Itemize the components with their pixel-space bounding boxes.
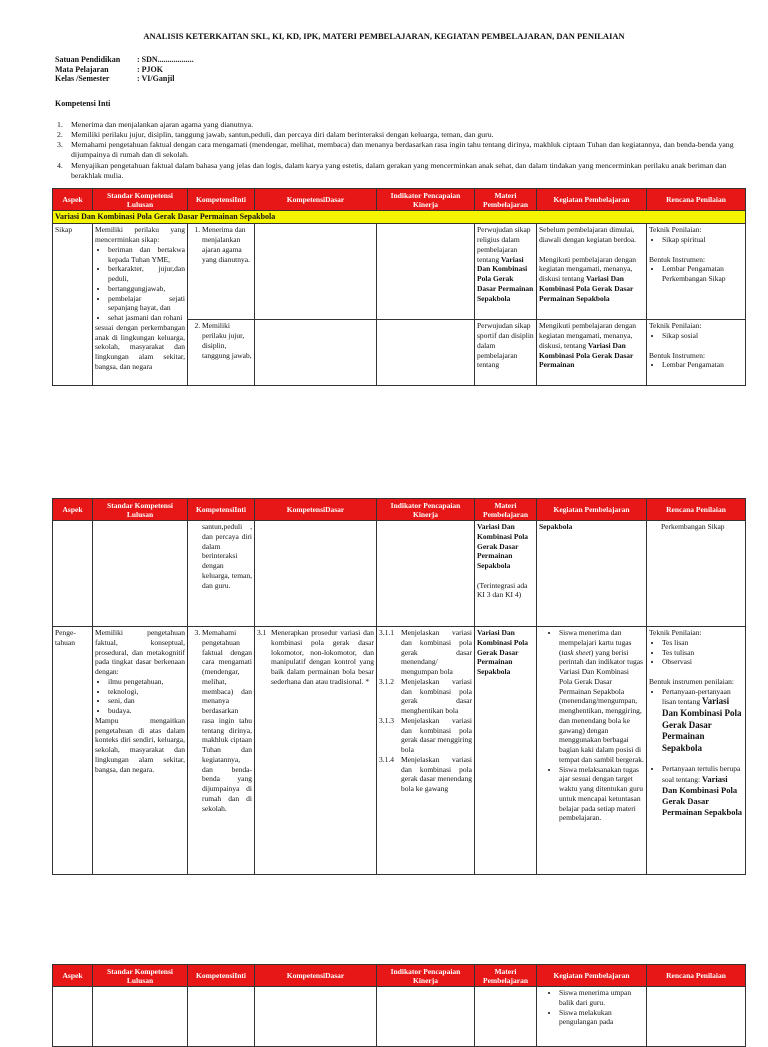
header-kegiatan: Kegiatan Pembelajaran [537,965,647,987]
identity-block: Satuan Pendidikan : SDN.................. Mata Pelajaran : PJOK Kelas /Semester : VI/Ganjil [55,55,194,83]
ki-item: 3. Memahami pengetahuan faktual dengan cara mengamati (mendengar, melihat, membaca) dan menanya berdasarkan rasa ingin tahu tentang dirinya, makhluk ciptaan Tuhan dan kegiatannya, dan benda-benda yang dijumpainya di rumah dan di sekolah. [57,140,734,160]
materi-cell [475,987,537,1047]
ki-item: 4. Menyajikan pengetahuan faktual dalam bahasa yang jelas dan logis, dalam karya yang estetis, dalam gerakan yang mencerminkan anak sehat, dan dalam tindakan yang mencerminkan perilaku anak beriman dan berakhlak mulia. [57,160,727,180]
ki-heading: Kompetensi Inti [55,99,111,108]
header-skl: Standar Kompetensi Lulusan [93,189,188,211]
kd-cell: 3.1 Menerapkan prosedur variasi dan kombinasi pola gerak dasar lokomotor, non-lokomotor, dan manipulatif dengan kontrol yang baik dalam permainan bola besar sederhana dan atau tradisional. * [255,627,377,875]
ki-list [55,120,745,181]
header-kegiatan: Kegiatan Pembelajaran [537,189,647,211]
penilaian-cell: Teknik Penilaian: • Sikap spiritual Bentuk Instrumen: • Lembar Pengamatan Perkembangan Sikap [647,224,746,320]
header-skl: Standar Kompetensi Lulusan [93,499,188,521]
ipk-cell [377,987,475,1047]
header-ipk: Indikator Pencapaian Kinerja [377,189,475,211]
kegiatan-cell: Sepakbola [537,521,647,627]
header-ipk: Indikator Pencapaian Kinerja [377,965,475,987]
penilaian-cell: Perkembangan Sikap [647,521,746,627]
materi-cell: Variasi Dan Kombinasi Pola Gerak Dasar Permainan Sepakbola (Terintegrasi ada KI 3 dan KI 4) [475,521,537,627]
header-penilaian: Rencana Penilaian [647,965,746,987]
ipk-cell: 3.1.1 Menjelaskan variasi dan kombinasi pola gerak dasar menendang/ mengumpan bola 3.1.2 Menjelaskan variasi dan kombinasi pola gerak dasar menghentikan bola 3.1.3 Menjelaskan variasi dan kombinasi pola gerak dasar menggiring bola 3.1.4 Menjelaskan variasi dan kombinasi pola gerak dasar menendang bola ke gawang [377,627,475,875]
kd-cell [255,987,377,1047]
header-kd: KompetensiDasar [255,965,377,987]
ki-cell: santun,peduli , dan percaya diri dalam berinteraksi dengan keluarga, teman, dan guru. [188,521,255,627]
header-kegiatan: Kegiatan Pembelajaran [537,499,647,521]
kd-cell [255,521,377,627]
penilaian-cell: Teknik Penilaian: • Tes lisan • Tes tulisan • Observasi Bentuk instrumen penilaian: • Pertanyaan-pertanyaan lisan tentang Variasi Dan Kombinasi Pola Gerak Dasar Permainan Sepakbola • Pertanyaan tertulis berupa soal tentang: Variasi Dan Kombinasi Pola Gerak Dasar Permainan Sepakbola [647,627,746,875]
aspek-cell: Penge-tahuan [53,627,93,875]
header-aspek: Aspek [53,189,93,211]
header-ipk: Indikator Pencapaian Kinerja [377,499,475,521]
ipk-cell [377,224,475,320]
ki-cell [188,987,255,1047]
header-materi: Materi Pembelajaran [475,189,537,211]
kd-cell [255,320,377,386]
header-materi: Materi Pembelajaran [475,499,537,521]
skl-cell: Memiliki perilaku yang mencerminkan sikap: • beriman dan bertakwa kepada Tuhan YME, • berkarakter, jujur,dan peduli, • bertanggungjawab, • pembelajar sejati sepanjang hayat, dan • sehat jasmani dan rohani sesuai dengan perkembangan anak di lingkungan keluarga, sekolah, masyarakat dan lingkungan alam sekitar, bangsa, dan negara [93,224,188,386]
header-aspek: Aspek [53,499,93,521]
topic-row: Variasi Dan Kombinasi Pola Gerak Dasar Permainan Sepakbola [53,211,746,224]
header-ki: KompetensiInti [188,965,255,987]
skl-cell [93,987,188,1047]
ki-cell: 3. Memahami pengetahuan faktual dengan cara mengamati (mendengar, melihat, membaca) dan menanya berdasarkan rasa ingin tahu tentang dirinya, makhluk ciptaan Tuhan dan kegiatannya, dan benda-benda yang dijumpainya di rumah dan di sekolah. [188,627,255,875]
header-kd: KompetensiDasar [255,499,377,521]
header-skl: Standar Kompetensi Lulusan [93,965,188,987]
kd-cell [255,224,377,320]
ki-cell: 2. Memiliki perilaku jujur, disiplin, tanggung jawab, [188,320,255,386]
penilaian-cell [647,987,746,1047]
header-aspek: Aspek [53,965,93,987]
header-penilaian: Rencana Penilaian [647,189,746,211]
analysis-table-1 [52,188,746,386]
ki-item: 1. Menerima dan menjalankan ajaran agama yang dianutnya. [57,120,254,129]
skl-cell [93,521,188,627]
analysis-table-3 [52,964,746,1047]
aspek-cell [53,987,93,1047]
ipk-cell [377,521,475,627]
header-penilaian: Rencana Penilaian [647,499,746,521]
ki-item: 2. Memiliki perilaku jujur, disiplin, tanggung jawab, santun,peduli, dan percaya diri dalam berinteraksi dengan keluarga, teman, dan guru. [57,130,494,140]
materi-cell: Variasi Dan Kombinasi Pola Gerak Dasar Permainan Sepakbola [475,627,537,875]
ki-cell: 1. Menerima dan menjalankan ajaran agama yang dianutnya. [188,224,255,320]
materi-cell: Perwujudan sikap sportif dan disiplin dalam pembelajaran tentang [475,320,537,386]
aspek-cell [53,521,93,627]
analysis-table-2 [52,498,746,875]
kegiatan-cell: • Siswa menerima dan mempelajari kartu tugas (task sheet) yang berisi perintah dan indikator tugas Variasi Dan Kombinasi Pola Gerak Dasar Permainan Sepakbola (menendang/mengumpan, menghentikan, menggiring, dan menendang bola ke gawang) dengan menggunakan berbagai bagian kaki dalam posisi di tempat dan sambil bergerak. • Siswa melaksanakan tugas ajar sesuai dengan target waktu yang ditentukan guru untuk mencapai ketuntasan belajar pada setiap materi pembelajaran. [537,627,647,875]
header-ki: KompetensiInti [188,189,255,211]
page-title: ANALISIS KETERKAITAN SKL, KI, KD, IPK, MATERI PEMBELAJARAN, KEGIATAN PEMBELAJARAN, DAN PENILAIAN [143,31,625,41]
ipk-cell [377,320,475,386]
penilaian-cell: Teknik Penilaian: • Sikap sosial Bentuk Instrumen: • Lembar Pengamatan [647,320,746,386]
header-ki: KompetensiInti [188,499,255,521]
header-kd: KompetensiDasar [255,189,377,211]
aspek-cell: Sikap [53,224,93,386]
kegiatan-cell: Sebelum pembelajaran dimulai, diawali dengan kegiatan berdoa. Mengikuti pembelajaran dengan kegiatan mengamati, menanya, diskusi tentang Variasi Dan Kombinasi Pola Gerak Dasar Permainan Sepakbola [537,224,647,320]
kegiatan-cell: Mengikuti pembelajaran dengan kegiatan mengamati, menanya, diskusi, tentang Variasi Dan Kombinasi Pola Gerak Dasar Permainan [537,320,647,386]
kegiatan-cell: • Siswa menerima umpan balik dari guru. • Siswa melakukan pengulangan pada [537,987,647,1047]
materi-cell: Perwujudan sikap religius dalam pembelajaran tentang Variasi Dan Kombinasi Pola Gerak Dasar Permainan Sepakbola [475,224,537,320]
header-materi: Materi Pembelajaran [475,965,537,987]
skl-cell: Memiliki pengetahuan faktual, konseptual, prosedural, dan metakognitif pada tingkat dasar berkenaan dengan: • ilmu pengetahuan, • teknologi, • seni, dan • budaya. Mampu mengaitkan pengetahuan di atas dalam konteks diri sendiri, keluarga, sekolah, masyarakat dan lingkungan alam sekitar, bangsa, dan negara. [93,627,188,875]
